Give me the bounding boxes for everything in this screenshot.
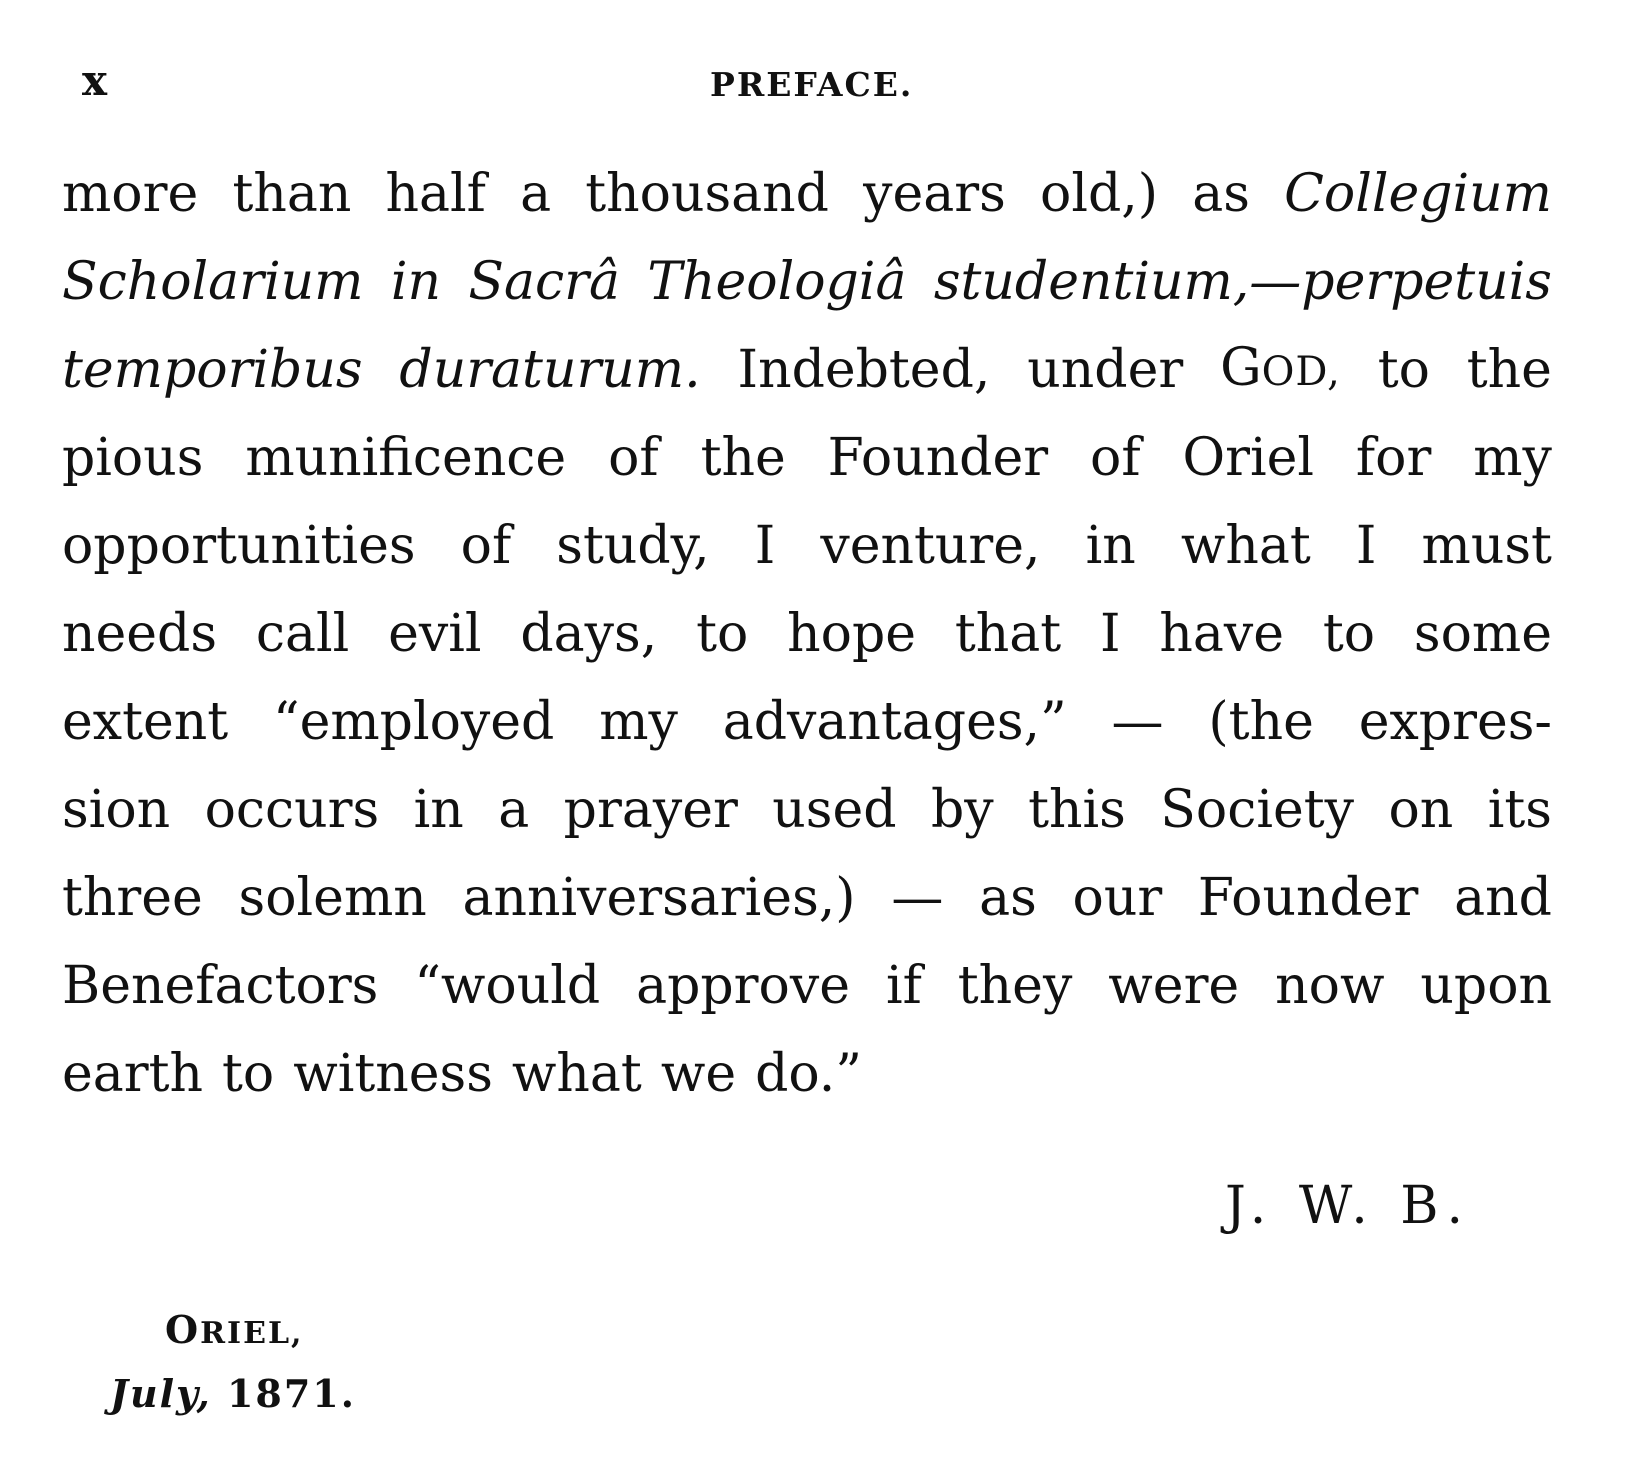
word: — — [1111, 692, 1164, 752]
word: our — [1072, 868, 1163, 928]
word: “would — [414, 956, 601, 1016]
word: we — [660, 1044, 737, 1104]
word: of — [1090, 428, 1141, 488]
word: days, — [520, 604, 658, 664]
word: the — [700, 428, 786, 488]
word: (the — [1208, 692, 1314, 752]
text-line — [62, 150, 1552, 238]
word: in — [390, 252, 441, 312]
word: advantages,” — [722, 692, 1067, 752]
word: prayer — [563, 780, 738, 840]
word: more — [62, 164, 199, 224]
word: expres- — [1358, 692, 1552, 752]
word: opportunities — [62, 516, 416, 576]
word: some — [1413, 604, 1552, 664]
word: Indebted, — [737, 340, 991, 400]
word: in — [1085, 516, 1136, 576]
word: witness — [293, 1044, 493, 1104]
word: call — [255, 604, 350, 664]
word: Benefactors — [62, 956, 379, 1016]
word: pious — [62, 428, 204, 488]
place-name: ORIEL, — [165, 1307, 304, 1352]
word: than — [232, 164, 352, 224]
word: solemn — [238, 868, 427, 928]
word: they — [957, 956, 1073, 1016]
word: Collegium — [1284, 164, 1552, 224]
word: were — [1108, 956, 1240, 1016]
word: this — [1028, 780, 1126, 840]
word: extent — [62, 692, 229, 752]
word: occurs — [204, 780, 380, 840]
word: I — [754, 516, 776, 576]
running-title: PREFACE. — [710, 65, 914, 104]
word: to — [1377, 340, 1430, 400]
word: three — [62, 868, 203, 928]
place-and-date — [110, 1300, 356, 1424]
text-line — [62, 326, 1552, 414]
word: upon — [1420, 956, 1552, 1016]
word: munificence — [245, 428, 567, 488]
word: years — [863, 164, 1006, 224]
word: Oriel — [1182, 428, 1315, 488]
word: to — [222, 1044, 275, 1104]
text-line — [62, 942, 1552, 1030]
word: of — [460, 516, 512, 576]
word: what — [1180, 516, 1311, 576]
word: that — [954, 604, 1062, 664]
word: Sacrâ — [468, 252, 620, 312]
word: anniversaries,) — [462, 868, 856, 928]
word: Society — [1160, 780, 1354, 840]
word: I — [1355, 516, 1377, 576]
word: as — [1192, 164, 1250, 224]
word: Theologiâ — [647, 252, 907, 312]
word: temporibus — [62, 340, 363, 400]
word: a — [498, 780, 530, 840]
word: used — [772, 780, 897, 840]
word: old,) — [1040, 164, 1159, 224]
page-number: x — [82, 56, 109, 105]
text-line — [62, 1030, 1552, 1118]
word: a — [520, 164, 552, 224]
text-line — [62, 678, 1552, 766]
word: the — [1466, 340, 1552, 400]
word: evil — [388, 604, 482, 664]
word: as — [979, 868, 1037, 928]
word: on — [1388, 780, 1454, 840]
running-head — [82, 50, 1542, 110]
word: do.” — [755, 1044, 862, 1104]
text-line — [62, 766, 1552, 854]
text-line — [62, 854, 1552, 942]
signature-initials: J. W. B. — [1225, 1176, 1472, 1236]
word: Founder — [1197, 868, 1419, 928]
word: approve — [636, 956, 850, 1016]
word: Scholarium — [62, 252, 364, 312]
word: — — [891, 868, 944, 928]
word: “employed — [273, 692, 555, 752]
word: my — [599, 692, 678, 752]
word: must — [1421, 516, 1552, 576]
word: to — [696, 604, 749, 664]
word: half — [385, 164, 486, 224]
preface-body-text — [62, 150, 1552, 1118]
date-month: July, — [110, 1371, 212, 1416]
word: if — [885, 956, 922, 1016]
word: have — [1159, 604, 1285, 664]
word: by — [930, 780, 994, 840]
word: I — [1099, 604, 1121, 664]
word: sion — [62, 780, 171, 840]
word: for — [1355, 428, 1432, 488]
word: in — [413, 780, 464, 840]
word: its — [1487, 780, 1552, 840]
word: GOD, — [1220, 338, 1341, 398]
word: earth — [62, 1044, 204, 1104]
text-line — [62, 502, 1552, 590]
word: and — [1454, 868, 1552, 928]
word: to — [1322, 604, 1376, 664]
text-line — [62, 238, 1552, 326]
word: needs — [62, 604, 218, 664]
word: under — [1027, 340, 1184, 400]
word: what — [511, 1044, 642, 1104]
word: Founder — [827, 428, 1049, 488]
word: hope — [787, 604, 916, 664]
text-line — [62, 590, 1552, 678]
word: thousand — [585, 164, 829, 224]
text-line — [62, 414, 1552, 502]
word: venture, — [820, 516, 1041, 576]
word: study, — [556, 516, 710, 576]
word: duraturum. — [399, 340, 701, 400]
word: of — [608, 428, 659, 488]
date-line — [110, 1364, 356, 1424]
date-year: 1871. — [226, 1371, 356, 1416]
word: studentium,—perpetuis — [933, 252, 1552, 312]
word: now — [1275, 956, 1385, 1016]
word: my — [1473, 428, 1552, 488]
